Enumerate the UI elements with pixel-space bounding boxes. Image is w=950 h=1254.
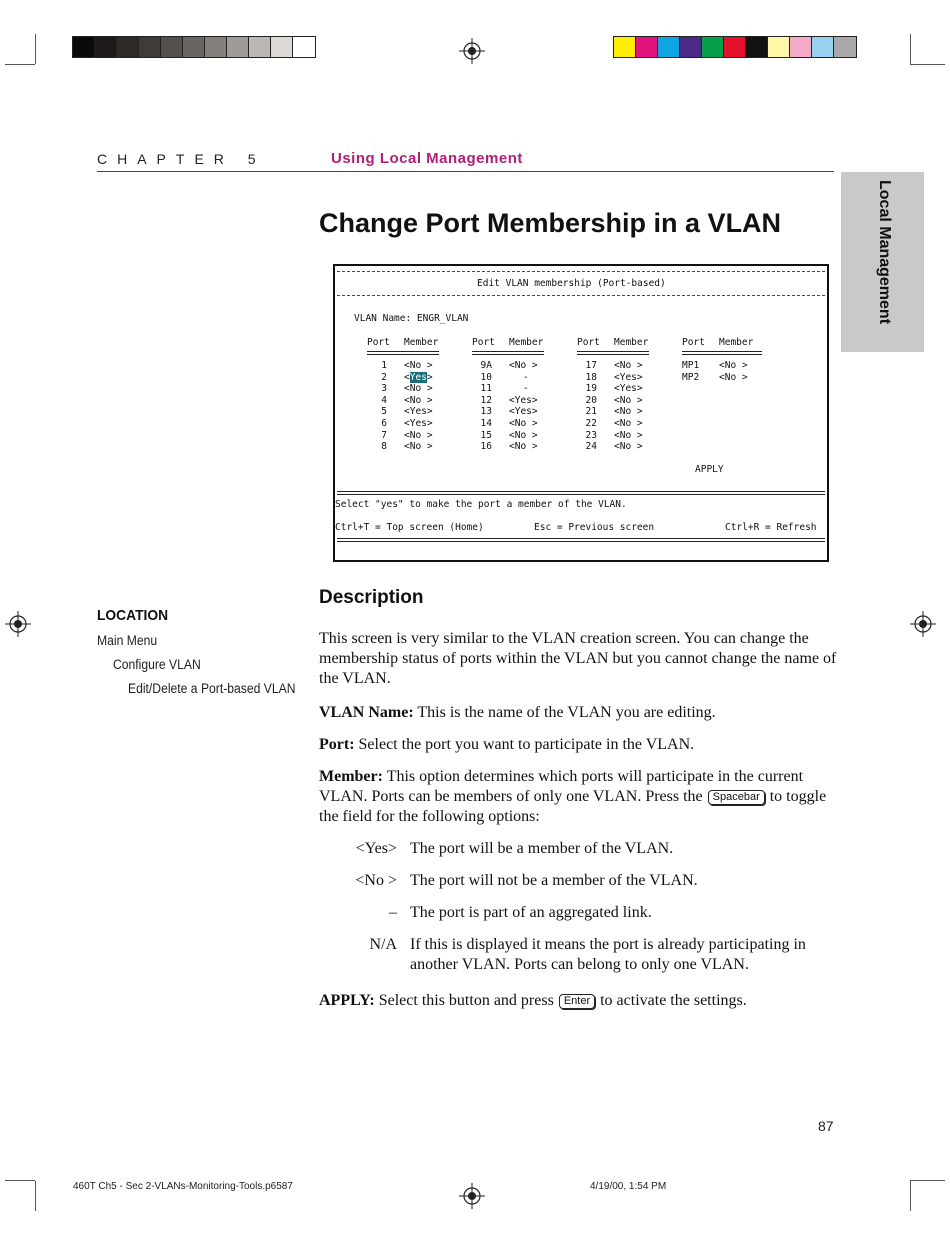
registration-mark-icon	[5, 611, 31, 637]
color-swatch	[702, 37, 724, 57]
color-swatch	[271, 37, 293, 57]
vlan-name-paragraph	[319, 703, 839, 723]
port-member-toggle[interactable]: <No >	[614, 441, 643, 453]
port-member-toggle[interactable]: <Yes>	[614, 383, 643, 395]
port-number: 10	[480, 371, 492, 383]
port-member-toggle[interactable]: <No >	[509, 429, 538, 441]
vlan-name-line: VLAN Name: ENGR_VLAN	[354, 313, 469, 324]
col-header-member: Member	[404, 337, 439, 348]
port-number: 19	[585, 383, 597, 395]
apply-text-b: to activate the settings.	[596, 992, 747, 1009]
nav-top-screen[interactable]: Ctrl+T = Top screen (Home)	[335, 522, 484, 533]
port-number: 7	[381, 429, 387, 441]
port-text: Select the port you want to participate in the VLAN.	[354, 736, 695, 753]
color-swatch	[746, 37, 768, 57]
port-number: 15	[480, 429, 492, 441]
port-member-toggle[interactable]: <No >	[404, 441, 433, 453]
color-swatch	[812, 37, 834, 57]
color-swatch	[73, 37, 95, 57]
port-member-toggle[interactable]: <Yes>	[509, 394, 538, 406]
header-rule	[97, 171, 834, 172]
nav-refresh[interactable]: Ctrl+R = Refresh	[725, 522, 817, 533]
member-option-description: The port will be a member of the VLAN.	[410, 840, 674, 857]
port-member-toggle[interactable]: <No >	[614, 394, 643, 406]
description-intro: This screen is very similar to the VLAN creation screen. You can change the membership status of ports within the VLAN but you cannot change the name of the VLAN.	[319, 630, 837, 687]
member-option-key: <Yes>	[355, 840, 397, 857]
col-header-member: Member	[614, 337, 649, 348]
port-number: 21	[585, 406, 597, 418]
color-swatch	[790, 37, 812, 57]
color-swatch	[183, 37, 205, 57]
port-number: 11	[480, 383, 492, 395]
location-item-configure-vlan: Configure VLAN	[113, 657, 201, 672]
col-header-port: Port	[367, 337, 390, 348]
port-number: 3	[381, 383, 387, 395]
col-header-port: Port	[472, 337, 495, 348]
port-number: 8	[381, 441, 387, 453]
port-number: 1	[381, 360, 387, 371]
port-member-toggle[interactable]: <No >	[404, 394, 433, 406]
side-tab-label: Local Management	[875, 180, 893, 325]
color-swatch-bar	[613, 36, 857, 58]
port-member-toggle[interactable]: <Yes>	[509, 406, 538, 418]
apply-button[interactable]: APPLY	[695, 464, 724, 475]
color-swatch	[117, 37, 139, 57]
color-swatch	[614, 37, 636, 57]
col-header-port: Port	[577, 337, 600, 348]
port-number: 4	[381, 394, 387, 406]
port-number: 22	[585, 418, 597, 429]
color-swatch	[227, 37, 249, 57]
port-number: 20	[585, 394, 597, 406]
port-member-toggle[interactable]: <Yes>	[404, 406, 433, 418]
port-member-toggle[interactable]: <Yes>	[404, 371, 433, 383]
color-swatch	[724, 37, 746, 57]
description-heading: Description	[319, 587, 424, 608]
gray-swatch-bar	[72, 36, 316, 58]
port-number: 18	[585, 371, 597, 383]
color-swatch	[768, 37, 790, 57]
member-option-description: The port will not be a member of the VLAN.	[410, 872, 698, 889]
member-option-key: N/A	[369, 936, 397, 953]
col-header-member: Member	[719, 337, 754, 348]
port-number: 16	[480, 441, 492, 453]
member-text-a: This option determines which ports will participate in the current VLAN. Ports can be members of only one VLAN. Press the	[319, 768, 804, 805]
side-tab	[841, 172, 924, 352]
footer-file-name: 460T Ch5 - Sec 2-VLANs-Monitoring-Tools.p6587	[73, 1181, 293, 1192]
enter-key-icon: Enter	[559, 994, 595, 1009]
page-title: Change Port Membership in a VLAN	[319, 208, 782, 238]
member-option-key: –	[389, 904, 397, 921]
port-number: 17	[585, 360, 597, 371]
port-member-toggle[interactable]: -	[523, 371, 529, 383]
registration-mark-icon	[910, 611, 936, 637]
location-item-edit-delete-vlan: Edit/Delete a Port-based VLAN	[128, 681, 296, 696]
color-swatch	[636, 37, 658, 57]
port-number: 9A	[480, 360, 492, 371]
chapter-label: CHAPTER 5	[97, 151, 266, 167]
port-number: MP2	[682, 371, 700, 383]
member-option-key: <No >	[355, 872, 397, 889]
port-number: 24	[585, 441, 597, 453]
color-swatch	[249, 37, 271, 57]
member-option-description: The port is part of an aggregated link.	[410, 904, 652, 921]
port-member-toggle[interactable]: <No >	[719, 371, 748, 383]
terminal-screen	[333, 264, 829, 562]
port-member-toggle[interactable]: <No >	[404, 429, 433, 441]
vlan-name-term: VLAN Name:	[319, 704, 414, 721]
color-swatch	[161, 37, 183, 57]
footer-date: 4/19/00, 1:54 PM	[590, 1181, 667, 1192]
page-number: 87	[818, 1118, 834, 1134]
port-number: 5	[381, 406, 387, 418]
help-line: Select "yes" to make the port a member of the VLAN.	[335, 499, 627, 510]
port-number: 13	[480, 406, 492, 418]
terminal-title: Edit VLAN membership (Port-based)	[477, 278, 666, 289]
port-number: 6	[381, 418, 387, 429]
member-paragraph	[319, 767, 839, 827]
color-swatch	[680, 37, 702, 57]
apply-term: APPLY:	[319, 992, 375, 1009]
port-member-toggle[interactable]: <No >	[614, 429, 643, 441]
port-term: Port:	[319, 736, 355, 753]
port-member-toggle[interactable]: <No >	[509, 418, 538, 429]
port-member-toggle[interactable]: <Yes>	[404, 418, 433, 429]
port-number: 12	[480, 394, 492, 406]
chapter-title: Using Local Management	[331, 150, 523, 167]
selected-value-highlight: Yes	[409, 371, 427, 383]
port-number: MP1	[682, 360, 700, 371]
col-header-member: Member	[509, 337, 544, 348]
color-swatch	[205, 37, 227, 57]
color-swatch	[293, 37, 315, 57]
color-swatch	[95, 37, 117, 57]
port-number: 23	[585, 429, 597, 441]
port-number: 14	[480, 418, 492, 429]
vlan-name-text: This is the name of the VLAN you are editing.	[413, 704, 716, 721]
port-member-toggle[interactable]: -	[523, 383, 529, 395]
port-member-toggle[interactable]: <No >	[509, 441, 538, 453]
port-member-toggle[interactable]: <No >	[614, 360, 643, 371]
port-member-toggle[interactable]: <No >	[509, 360, 538, 371]
member-text-b: to toggle the field for the following options:	[319, 788, 827, 825]
port-member-toggle[interactable]: <Yes>	[614, 371, 643, 383]
port-member-toggle[interactable]: <No >	[719, 360, 748, 371]
registration-mark-icon	[459, 1183, 485, 1209]
apply-text-a: Select this button and press	[374, 992, 558, 1009]
port-member-toggle[interactable]: <No >	[614, 406, 643, 418]
port-member-toggle[interactable]: <No >	[404, 383, 433, 395]
color-swatch	[658, 37, 680, 57]
member-option-description: If this is displayed it means the port is already participating in another VLAN. Ports can belong to only one VLAN.	[410, 936, 806, 973]
color-swatch	[139, 37, 161, 57]
port-number: 2	[381, 371, 387, 383]
color-swatch	[834, 37, 856, 57]
member-term: Member:	[319, 768, 383, 785]
location-item-main-menu: Main Menu	[97, 633, 158, 648]
port-paragraph	[319, 735, 839, 755]
port-member-toggle[interactable]: <No >	[614, 418, 643, 429]
location-heading: LOCATION	[97, 607, 169, 624]
registration-mark-icon	[459, 38, 485, 64]
nav-previous-screen[interactable]: Esc = Previous screen	[534, 522, 655, 533]
col-header-port: Port	[682, 337, 705, 348]
apply-paragraph	[319, 991, 839, 1011]
spacebar-key-icon: Spacebar	[708, 790, 765, 805]
port-member-toggle[interactable]: <No >	[404, 360, 433, 371]
